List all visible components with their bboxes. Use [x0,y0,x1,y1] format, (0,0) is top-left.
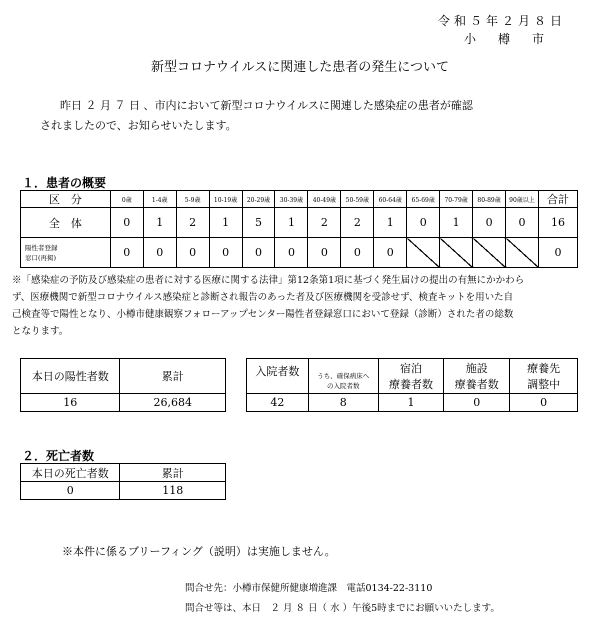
all-cell: 0 [407,208,440,238]
lodging-header-line1: 宿泊 [399,362,422,375]
intro-paragraph [40,96,570,136]
note-line: となります。 [12,326,69,337]
cumulative-positive-value: 26,684 [120,394,226,412]
age-col-header: 5-9歳 [176,191,209,208]
registration-cell: 0 [110,238,143,268]
registration-cell: 0 [143,238,176,268]
facility-header-line2: 療養者数 [454,378,499,391]
age-header-row [21,191,578,208]
severe-header-line2: の入院者数 [326,382,360,390]
all-cell: 1 [440,208,473,238]
age-col-header: 40-49歳 [308,191,341,208]
all-cell: 5 [242,208,275,238]
lodging-header [378,359,444,394]
registration-row-label [21,238,111,268]
all-cell: 0 [110,208,143,238]
age-col-header: 20-29歳 [242,191,275,208]
cumulative-death-header: 累計 [120,464,226,482]
today-positive-header: 本日の陽性者数 [21,359,120,394]
all-cell: 2 [176,208,209,238]
all-cell: 1 [374,208,407,238]
diagonal-cell [506,238,539,268]
age-col-header: 0歳 [110,191,143,208]
age-col-header: 1-4歳 [143,191,176,208]
all-total: 16 [538,208,577,238]
destination-header-line1: 療養先 [527,362,561,375]
all-cell: 1 [143,208,176,238]
severe-header-line1: うち、確保病床へ [317,372,370,380]
registration-cell: 0 [308,238,341,268]
registration-cell: 0 [341,238,374,268]
facility-value: 0 [444,394,510,412]
category-header: 区 分 [21,191,111,208]
all-cell: 2 [341,208,374,238]
lodging-header-line2: 療養者数 [388,378,433,391]
document-title: 新型コロナウイルスに関連した患者の発生について [151,60,449,75]
diagonal-cell [407,238,440,268]
intro-line-2: されましたので、お知らせいたします。 [40,119,237,132]
age-col-header: 60-64歳 [374,191,407,208]
severe-header [308,359,378,394]
age-col-header: 80-89歳 [473,191,506,208]
all-row [21,208,578,238]
diagonal-cell [473,238,506,268]
cumulative-death-value: 118 [120,482,226,500]
registration-cell: 0 [374,238,407,268]
age-col-header: 65-69歳 [407,191,440,208]
all-cell: 1 [275,208,308,238]
today-death-value: 0 [21,482,120,500]
today-death-header: 本日の死亡者数 [21,464,120,482]
contact-info: 問合せ先：小樽市保健所健康増進課 電話0134-22-3110 [185,583,433,594]
severe-value: 8 [308,394,378,412]
section1-heading: １．患者の概要 [22,176,107,190]
briefing-note: ※本件に係るブリーフィング（説明）は実施しません。 [62,545,336,558]
registration-label-line2: 窓口(再掲) [25,253,57,262]
inquiry-deadline: 問合せ等は、本日 ２ 月 ８ 日（ 水 ）午後5時までにお願いいたします。 [185,603,500,614]
lodging-value: 1 [378,394,444,412]
registration-cell: 0 [209,238,242,268]
document-date: 令和５年２月８日 [437,14,566,28]
age-col-header: 50-59歳 [341,191,374,208]
destination-header-line2: 調整中 [527,378,561,391]
destination-header [510,359,578,394]
section2-heading: ２．死亡者数 [22,449,95,463]
hospitalized-header: 入院者数 [247,359,309,394]
registration-cell: 0 [176,238,209,268]
note-line: ※「感染症の予防及び感染症の患者に対する医療に関する法律」第12条第1項に基づく発生届けの提出の有無にかかわら [12,275,525,286]
positive-count-table [20,358,226,412]
all-cell: 1 [209,208,242,238]
hospitalization-table [246,358,578,412]
registration-label-line1: 陽性者登録 [25,243,58,252]
today-positive-value: 16 [21,394,120,412]
cumulative-positive-header: 累計 [120,359,226,394]
issuer-city: 小樽市 [463,32,566,46]
hospitalized-value: 42 [247,394,309,412]
age-col-header: 10-19歳 [209,191,242,208]
intro-line-1: 昨日 ２ 月 ７ 日 、市内において新型コロナウイルスに関連した感染症の患者が確認 [60,99,473,112]
facility-header-line1: 施設 [465,362,488,375]
registration-cell: 0 [242,238,275,268]
facility-header [444,359,510,394]
definition-note [12,272,584,340]
registration-row [21,238,578,268]
death-count-table [20,463,226,500]
patient-table [20,190,578,268]
note-line: 己検査等で陽性となり、小樽市健康観察フォローアップセンター陽性者登録窓口において登録（診断）された者の総数 [12,309,514,320]
all-cell: 2 [308,208,341,238]
all-cell: 0 [506,208,539,238]
age-col-header: 30-39歳 [275,191,308,208]
destination-value: 0 [510,394,578,412]
registration-cell: 0 [275,238,308,268]
all-cell: 0 [473,208,506,238]
total-header: 合計 [538,191,577,208]
registration-total: 0 [538,238,577,268]
diagonal-cell [440,238,473,268]
age-col-header: 90歳以上 [506,191,539,208]
note-line: ず、医療機関で新型コロナウイルス感染症と診断され報告のあった者及び医療機関を受診せず、検査キットを用いた自 [12,292,514,303]
all-row-label: 全 体 [21,208,111,238]
age-col-header: 70-79歳 [440,191,473,208]
